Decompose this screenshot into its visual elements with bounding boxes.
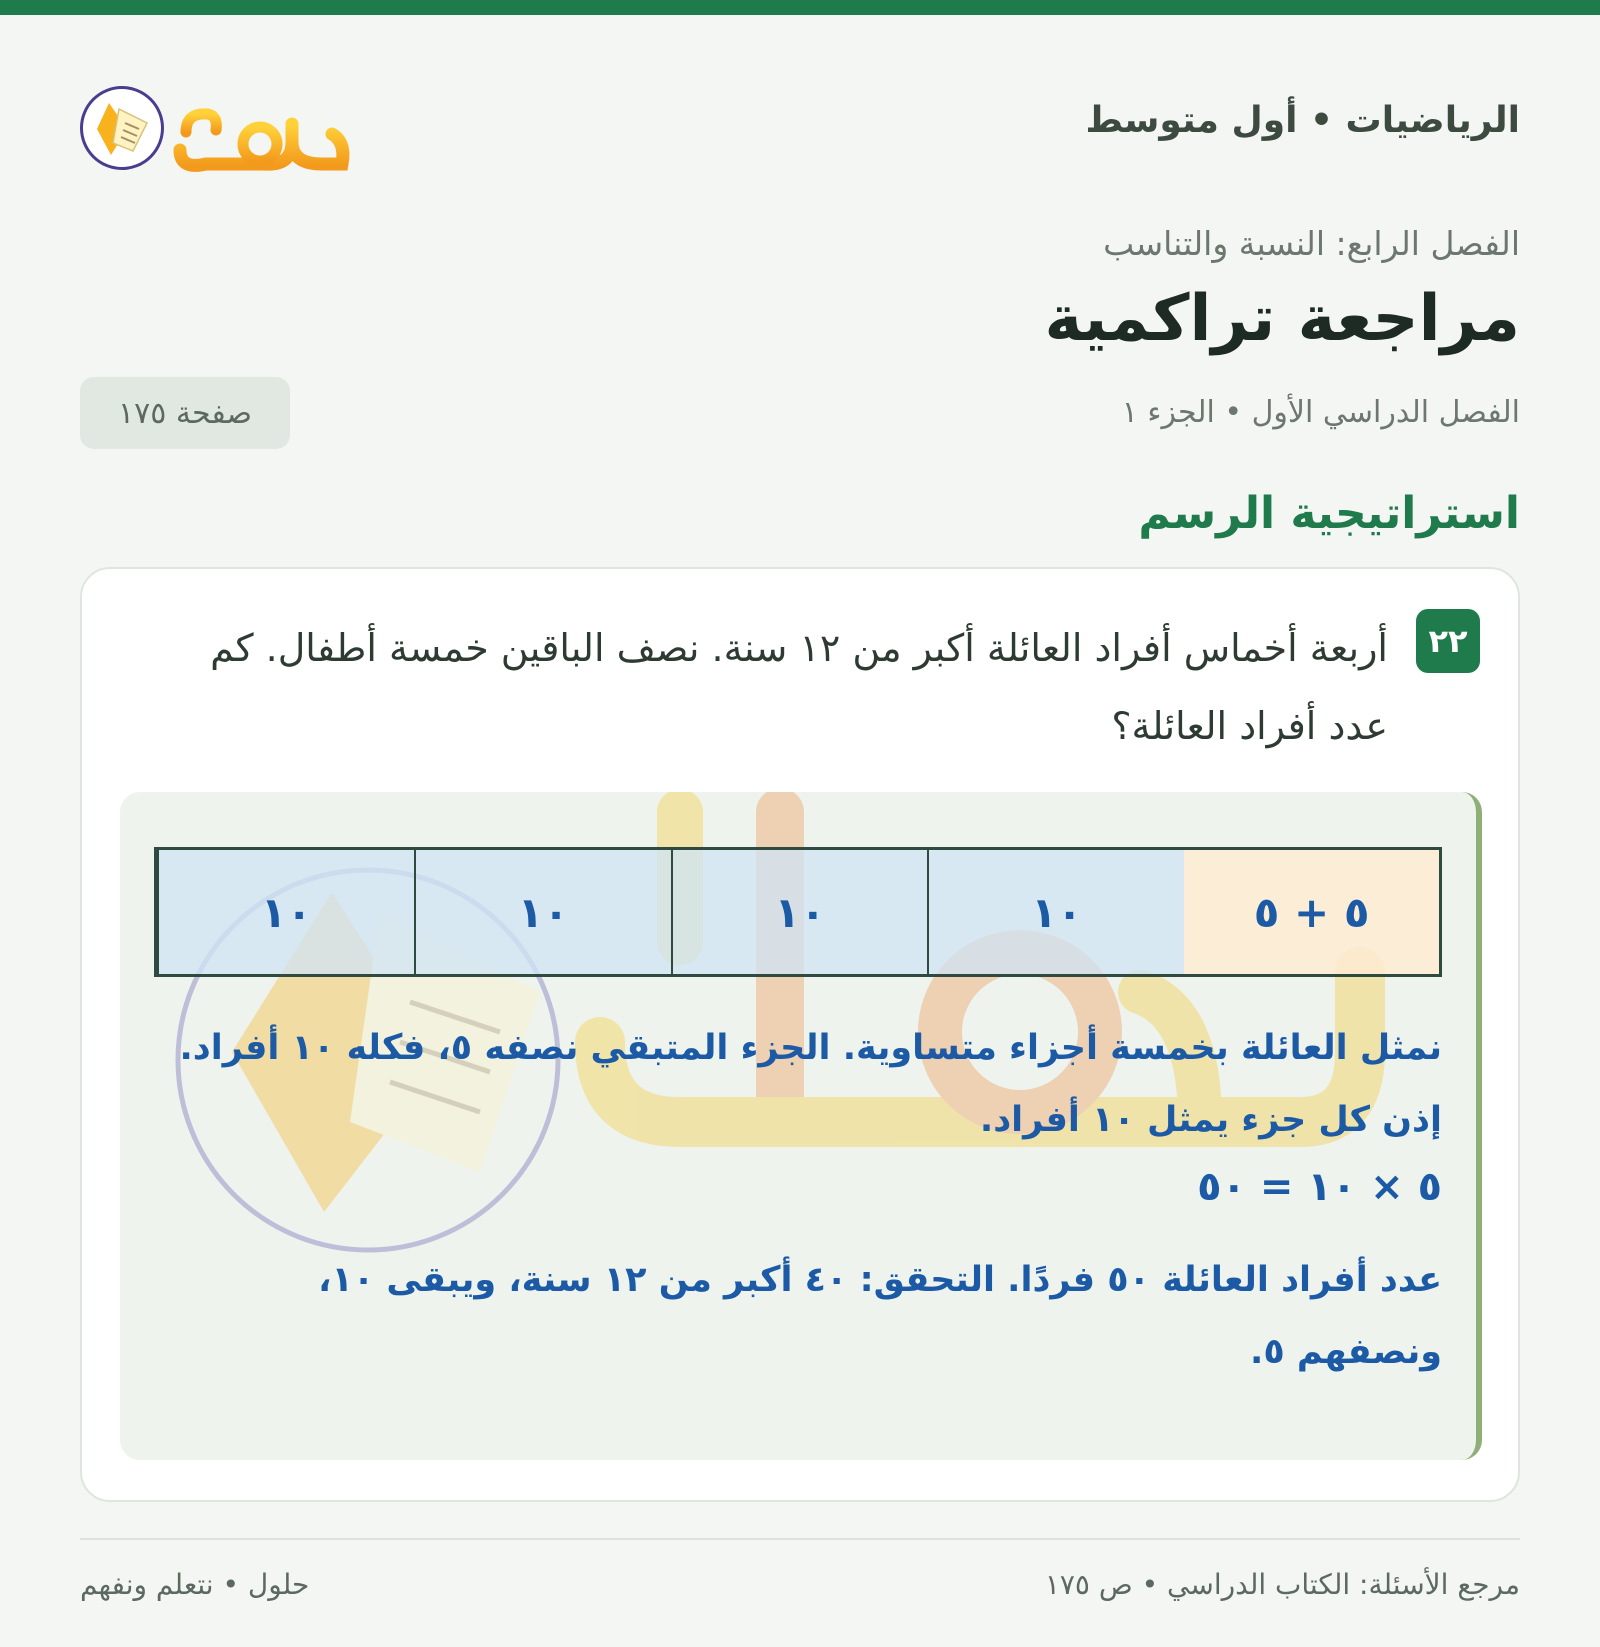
top-accent-bar — [0, 0, 1600, 15]
question-text: أربعة أخماس أفراد العائلة أكبر من ١٢ سنة. نصف الباقين خمسة أطفال. كم عدد أفراد العائلة؟ — [210, 626, 1388, 748]
book-emblem-icon — [80, 86, 164, 170]
site-logo[interactable] — [80, 70, 360, 180]
logo-wordmark — [172, 72, 352, 172]
subject-grade-label: الرياضيات • أول متوسط — [1085, 100, 1520, 141]
page-number-badge: صفحة ١٧٥ — [80, 377, 290, 449]
chapter-label: الفصل الرابع: النسبة والتناسب — [1103, 224, 1520, 263]
solution-explanation: نمثل العائلة بخمسة أجزاء متساوية. الجزء المتبقي نصفه ٥، فكله ١٠ أفراد. إذن كل جزء يمثل ١٠ أفراد. — [179, 1028, 1442, 1140]
footer-brand: حلول • نتعلم ونفهم — [80, 1568, 310, 1601]
term-label: الفصل الدراسي الأول • الجزء ١ — [1121, 395, 1520, 430]
footer-divider — [80, 1538, 1520, 1540]
footer-reference: مرجع الأسئلة: الكتاب الدراسي • ص ١٧٥ — [1044, 1568, 1520, 1601]
section-title: استراتيجية الرسم — [1138, 488, 1520, 539]
bar-segment: ١٠ — [414, 850, 671, 974]
question-number-badge: ٢٢ — [1416, 609, 1480, 673]
page-title: مراجعة تراكمية — [1044, 282, 1520, 356]
solution-panel — [120, 792, 1482, 1460]
question-card — [80, 567, 1520, 1502]
solution-conclusion: عدد أفراد العائلة ٥٠ فردًا. التحقق: ٤٠ أكبر من ١٢ سنة، ويبقى ١٠، ونصفهم ٥. — [318, 1260, 1442, 1372]
bar-segment: ١٠ — [157, 850, 414, 974]
bar-segment-remainder: ٥ + ٥ — [1184, 850, 1439, 974]
bar-model-diagram — [154, 847, 1442, 977]
bar-segment: ١٠ — [927, 850, 1184, 974]
page-header — [80, 70, 1520, 180]
bar-segment: ١٠ — [671, 850, 928, 974]
solution-equation: ٥ × ١٠ = ٥٠ — [1197, 1164, 1442, 1210]
